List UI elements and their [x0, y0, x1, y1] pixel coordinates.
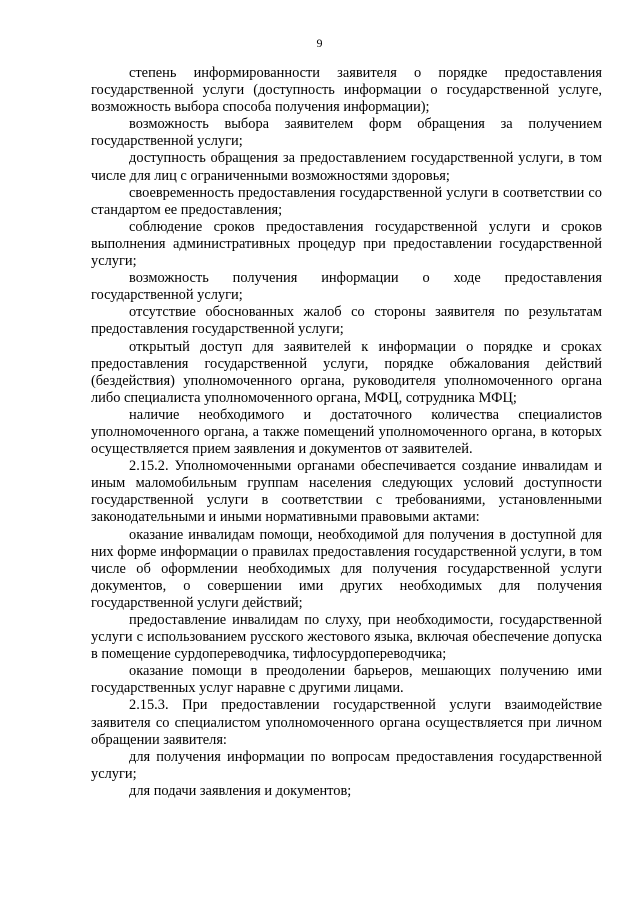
- paragraph: соблюдение сроков предоставления государственной услуги и сроков выполнения административных процедур при предоставлении государственной услуги;: [91, 218, 602, 270]
- paragraph: оказание инвалидам помощи, необходимой для получения в доступной для них форме информации о правилах предоставления государственной услуги, в том числе об оформлении необходимых для получения государственной услуги документов, о совершении ими других необходимых для получения государственной услуги действий;: [91, 526, 602, 611]
- paragraph: 2.15.3. При предоставлении государственной услуги взаимодействие заявителя со специалистом уполномоченного органа осуществляется при личном обращении заявителя:: [91, 697, 602, 748]
- paragraph: предоставление инвалидам по слуху, при необходимости, государственной услуги с использованием русского жестового языка, включая обеспечение допуска в помещение сурдопереводчика, тифлосурдопереводчика;: [91, 612, 602, 663]
- paragraph: для получения информации по вопросам предоставления государственной услуги;: [91, 748, 602, 782]
- paragraph: возможность выбора заявителем форм обращения за получением государственной услуги;: [91, 116, 602, 150]
- paragraph: для подачи заявления и документов;: [129, 782, 352, 799]
- paragraph: степень информированности заявителя о порядке предоставления государственной услуги (доступность информации о государственной услуге, возможность выбора способа получения информации);: [91, 65, 602, 116]
- paragraph: отсутствие обоснованных жалоб со стороны заявителя по результатам предоставления государственной услуги;: [91, 304, 602, 338]
- document-body: [91, 65, 602, 800]
- paragraph: доступность обращения за предоставлением государственной услуги, в том числе для лиц с ограниченными возможностями здоровья;: [91, 150, 602, 184]
- paragraph: 2.15.2. Уполномоченными органами обеспечивается создание инвалидам и иным маломобильным группам населения следующих условий доступности государственной услуги в соответствии с требованиями, установленными законодательными и иными нормативными правовыми актами:: [91, 458, 602, 526]
- page-number: 9: [316, 36, 323, 50]
- paragraph: оказание помощи в преодолении барьеров, мешающих получению ими государственных услуг наравне с другими лицами.: [91, 663, 602, 697]
- paragraph: наличие необходимого и достаточного количества специалистов уполномоченного органа, а также помещений уполномоченного органа, в которых осуществляется прием заявления и документов от заявителей.: [91, 406, 602, 458]
- paragraph: своевременность предоставления государственной услуги в соответствии со стандартом ее предоставления;: [91, 184, 602, 218]
- paragraph: открытый доступ для заявителей к информации о порядке и сроках предоставления государственной услуги, порядке обжалования действий (бездействия) уполномоченного органа, руководителя уполномоченного органа либо специалиста уполномоченного органа, МФЦ, сотрудника МФЦ;: [91, 338, 602, 406]
- paragraph: возможность получения информации о ходе предоставления государственной услуги;: [91, 270, 602, 304]
